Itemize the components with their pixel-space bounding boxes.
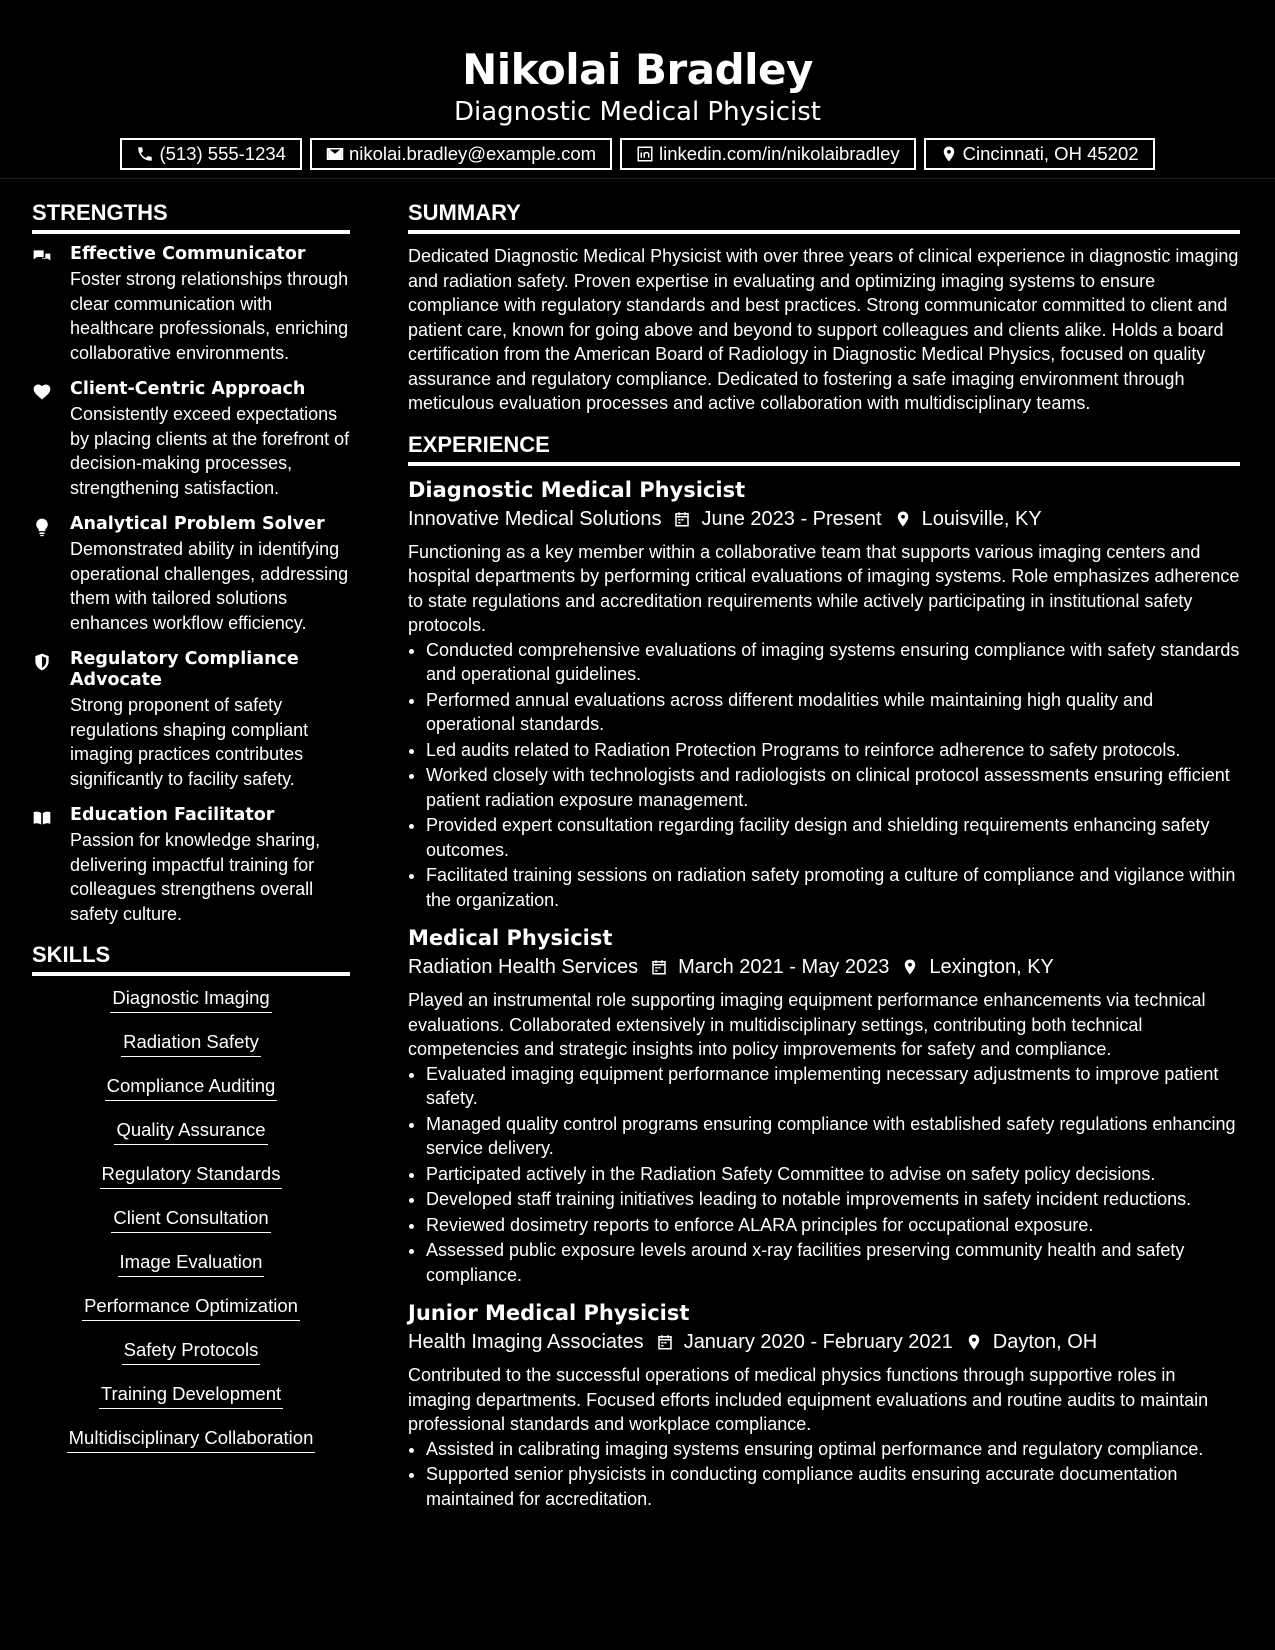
strength-desc: Passion for knowledge sharing, delivering impactful training for colleagues strengthens overall safety culture.	[70, 830, 321, 924]
job-entry	[408, 476, 1240, 913]
skill-tag: Multidisciplinary Collaboration	[67, 1426, 316, 1453]
skill-tag: Regulatory Standards	[100, 1162, 283, 1189]
skill-tag: Quality Assurance	[114, 1118, 267, 1145]
comments-icon	[32, 244, 70, 365]
skill-tag: Client Consultation	[111, 1206, 270, 1233]
experience-section	[408, 430, 1240, 1512]
job-bullet: • Participated actively in the Radiation Safety Committee to advise on safety policy decisions.	[426, 1162, 1240, 1187]
skills-heading: SKILLS	[32, 940, 350, 976]
job-description: Played an instrumental role supporting imaging equipment performance enhancements via technical evaluations. Collaborated extensively in multidisciplinary settings, contributing both technical competencies and strategic insights into policy improvements for safety and compliance.	[408, 990, 1206, 1059]
job-bullet: • Facilitated training sessions on radiation safety promoting a culture of compliance and vigilance within the organization.	[426, 863, 1240, 912]
skill-tag: Radiation Safety	[121, 1030, 261, 1057]
strength-desc: Demonstrated ability in identifying operational challenges, addressing them with tailored solutions enhances workflow efficiency.	[70, 539, 349, 633]
skill-tag: Image Evaluation	[118, 1250, 265, 1277]
candidate-title: Diagnostic Medical Physicist	[453, 97, 822, 127]
location-text: Cincinnati, OH 45202	[962, 143, 1139, 164]
job-meta	[408, 952, 1240, 982]
job-title: Medical Physicist	[408, 926, 613, 950]
summary-text: Dedicated Diagnostic Medical Physicist with over three years of clinical experience in diagnostic imaging and radiation safety. Proven expertise in evaluating and optimizing imaging systems to ensure compliance with regulatory standards and best practices. Strong communicator committed to client and patient care, known for going above and beyond to support colleagues and clients alike. Holds a board certification from the American Board of Radiology in Diagnostic Medical Physics, focused on quality assurance and regulatory compliance. Dedicated to fostering a safe imaging environment through meticulous evaluation processes and active collaboration with multidisciplinary teams.	[408, 246, 1239, 413]
job-dates: March 2021 - May 2023	[678, 956, 890, 978]
job-bullet: • Provided expert consultation regarding facility design and shielding requirements enhancing safety outcomes.	[426, 813, 1240, 862]
envelope-icon	[326, 145, 344, 163]
email-text: nikolai.bradley@example.com	[348, 143, 597, 164]
strength-item	[32, 514, 350, 635]
strength-title: Effective Communicator	[70, 244, 306, 264]
map-pin-icon	[940, 145, 958, 163]
lightbulb-icon	[32, 514, 70, 635]
strength-item	[32, 379, 350, 500]
linkedin-icon	[636, 145, 654, 163]
resume-header	[0, 0, 1275, 179]
candidate-name: Nikolai Bradley	[462, 45, 813, 94]
calendar-icon	[650, 958, 668, 976]
job-bullets	[408, 1062, 1240, 1288]
strength-title: Education Facilitator	[70, 805, 275, 825]
contact-bar	[0, 138, 1275, 170]
strength-title: Analytical Problem Solver	[70, 514, 325, 534]
job-dates: June 2023 - Present	[701, 507, 882, 530]
strength-desc: Strong proponent of safety regulations shaping compliant imaging practices contributes significantly to facility safety.	[70, 695, 309, 789]
strength-title: Regulatory Compliance Advocate	[70, 649, 299, 690]
left-column	[32, 198, 350, 1470]
job-entry	[408, 1299, 1240, 1511]
job-meta	[408, 1327, 1240, 1357]
shield-icon	[32, 649, 70, 791]
strength-desc: Consistently exceed expectations by placing clients at the forefront of decision-making processes, strengthening satisfaction.	[70, 404, 350, 498]
job-bullet: • Evaluated imaging equipment performance implementing necessary adjustments to improve patient safety.	[426, 1062, 1240, 1111]
job-dates-wrap	[650, 952, 889, 982]
job-dates-wrap	[673, 504, 881, 534]
map-pin-icon	[965, 1333, 983, 1351]
job-location-wrap	[894, 504, 1042, 534]
map-pin-icon	[894, 510, 912, 528]
job-bullet: • Supported senior physicists in conducting compliance audits ensuring accurate documentation maintained for accreditation.	[426, 1462, 1240, 1511]
job-bullet: • Assisted in calibrating imaging systems ensuring optimal performance and regulatory compliance.	[426, 1437, 1240, 1462]
job-bullet: • Conducted comprehensive evaluations of imaging systems ensuring compliance with safety standards and operational guidelines.	[426, 638, 1240, 687]
summary-heading: SUMMARY	[408, 198, 1240, 234]
strength-item	[32, 649, 350, 791]
right-column	[408, 198, 1240, 1523]
job-description: Contributed to the successful operations of medical physics functions through supportive roles in imaging departments. Focused efforts included equipment evaluations and routine audits to maintain professional standards and workplace compliance.	[408, 1365, 1209, 1434]
job-location: Lexington, KY	[929, 956, 1054, 978]
job-entry	[408, 924, 1240, 1287]
job-title: Diagnostic Medical Physicist	[408, 477, 746, 502]
skill-tag: Performance Optimization	[82, 1294, 300, 1321]
job-title: Junior Medical Physicist	[408, 1301, 690, 1325]
job-location: Louisville, KY	[921, 507, 1042, 530]
calendar-icon	[656, 1333, 674, 1351]
contact-location	[924, 138, 1155, 170]
job-meta	[408, 504, 1240, 534]
job-company: Radiation Health Services	[408, 956, 639, 978]
skill-tag: Compliance Auditing	[105, 1074, 278, 1101]
calendar-icon	[673, 510, 691, 528]
job-location-wrap	[901, 952, 1054, 982]
job-bullet: • Worked closely with technologists and radiologists on clinical protocol assessments ensuring efficient patient radiation exposure management.	[426, 763, 1240, 812]
job-bullet: • Assessed public exposure levels around x-ray facilities preserving community health and safety compliance.	[426, 1238, 1240, 1287]
strength-title: Client-Centric Approach	[70, 379, 306, 399]
job-bullet: • Led audits related to Radiation Protection Programs to reinforce adherence to safety protocols.	[426, 738, 1240, 763]
skill-tag: Diagnostic Imaging	[110, 986, 271, 1013]
job-company: Innovative Medical Solutions	[408, 507, 662, 530]
phone-icon	[136, 145, 154, 163]
job-bullet: • Performed annual evaluations across different modalities while maintaining high quality and operational standards.	[426, 688, 1240, 737]
experience-heading: EXPERIENCE	[408, 430, 1240, 466]
skill-tag: Safety Protocols	[122, 1338, 261, 1365]
skills-section	[32, 940, 350, 1470]
job-bullet: • Reviewed dosimetry reports to enforce ALARA principles for occupational exposure.	[426, 1213, 1240, 1238]
contact-phone[interactable]	[120, 138, 302, 170]
job-bullets	[408, 1437, 1240, 1512]
skills-list	[32, 986, 350, 1470]
linkedin-text: linkedin.com/in/nikolaibradley	[659, 143, 900, 164]
strength-item	[32, 805, 350, 926]
job-bullets	[408, 638, 1240, 913]
strength-item	[32, 244, 350, 365]
job-bullet: • Developed staff training initiatives leading to notable improvements in safety incident reductions.	[426, 1187, 1240, 1212]
job-location-wrap	[965, 1327, 1097, 1357]
strength-desc: Foster strong relationships through clear communication with healthcare professionals, enriching collaborative environments.	[70, 269, 349, 363]
skill-tag: Training Development	[99, 1382, 283, 1409]
contact-email[interactable]	[310, 138, 612, 170]
contact-linkedin[interactable]	[620, 138, 916, 170]
heart-icon	[32, 379, 70, 500]
map-pin-icon	[901, 958, 919, 976]
book-icon	[32, 805, 70, 926]
job-location: Dayton, OH	[992, 1331, 1098, 1353]
job-dates-wrap	[656, 1327, 953, 1357]
strengths-heading: STRENGTHS	[32, 198, 350, 234]
phone-text: (513) 555-1234	[159, 143, 286, 164]
job-bullet: • Managed quality control programs ensuring compliance with established safety regulations enhancing service delivery.	[426, 1112, 1240, 1161]
job-dates: January 2020 - February 2021	[683, 1331, 953, 1353]
job-description: Functioning as a key member within a collaborative team that supports various imaging centers and hospital departments by performing critical evaluations of imaging systems. Role emphasizes adherence to state regulations and accreditation requirements while actively participating in institutional safety protocols.	[408, 541, 1240, 635]
job-company: Health Imaging Associates	[408, 1331, 644, 1353]
